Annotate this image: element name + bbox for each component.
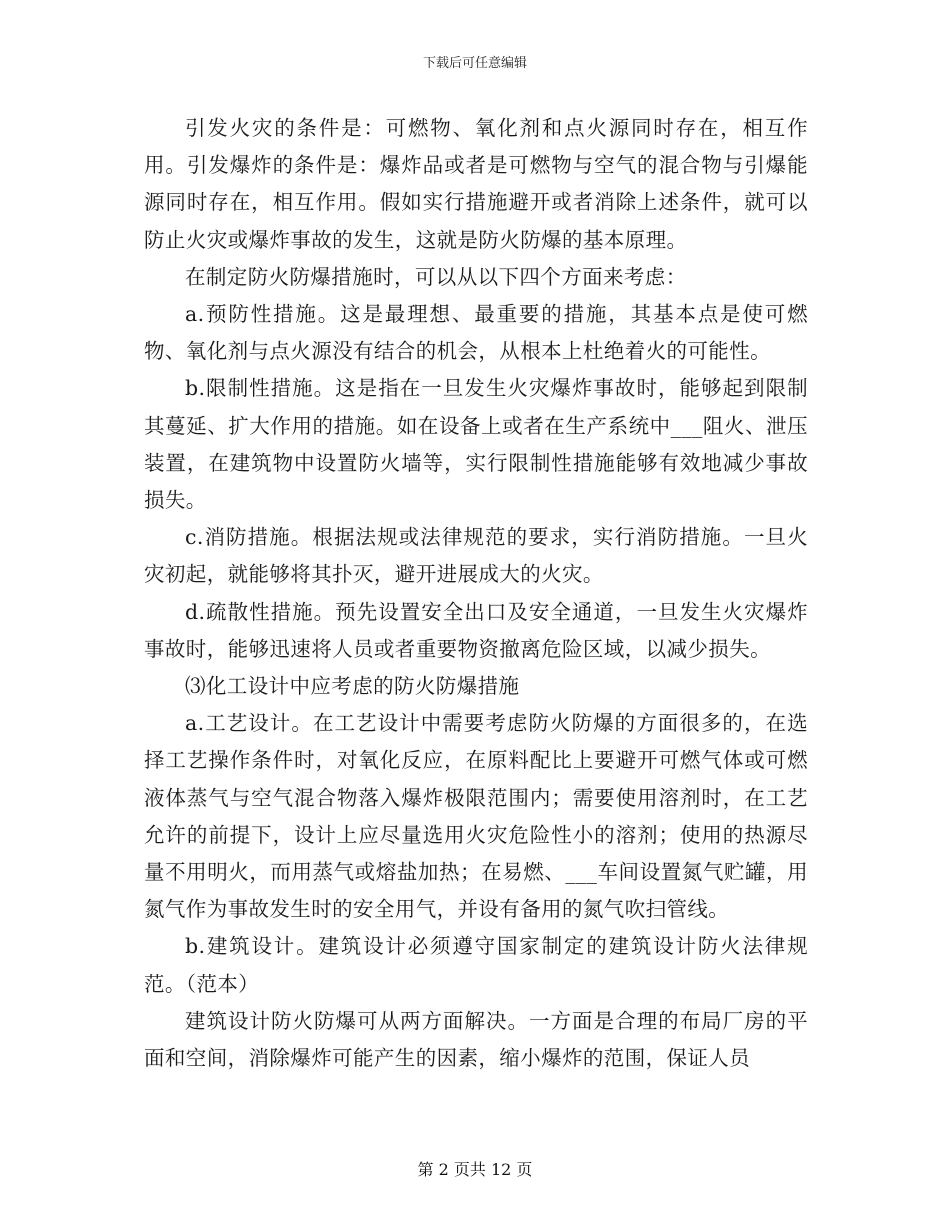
paragraph-four-aspects: 在制定防火防爆措施时，可以从以下四个方面来考虑：: [185, 264, 687, 289]
paragraph-firefighting-measures: c.消防措施。根据法规或法律规范的要求，实行消防措施。一旦火灾初起，就能够将其扑灭，避开进展成大的火灾。: [144, 525, 808, 587]
paragraph-building-design: b.建筑设计。建筑设计必须遵守国家制定的建筑设计防火法律规范。（范本）: [144, 934, 808, 996]
paragraph-preventive-measures: a.预防性措施。这是最理想、最重要的措施，其基本点是使可燃物、氧化剂与点火源没有结合的机会，从根本上杜绝着火的可能性。: [144, 302, 808, 364]
paragraph-evacuation-measures: d.疏散性措施。预先设置安全出口及安全通道，一旦发生火灾爆炸事故时，能够迅速将人员或者重要物资撤离危险区域，以减少损失。: [144, 599, 808, 661]
paragraph-building-design-detail: 建筑设计防火防爆可从两方面解决。一方面是合理的布局厂房的平面和空间，消除爆炸可能产生的因素，缩小爆炸的范围，保证人员: [144, 1008, 808, 1071]
paragraph-process-design: a.工艺设计。在工艺设计中需要考虑防火防爆的方面很多的，在选择工艺操作条件时，对氧化反应，在原料配比上要避开可燃气体或可燃液体蒸气与空气混合物落入爆炸极限范围内；需要使用溶剂时，在工艺允许的前提下，设计上应尽量选用火灾危险性小的溶剂；使用的热源尽量不用明火，而用蒸气或熔盐加热；在易燃、___车间设置氮气贮罐，用氮气作为事故发生时的安全用气，并设有备用的氮气吹扫管线。: [144, 711, 808, 922]
page-footer: 第 2 页共 12 页: [417, 1160, 533, 1179]
paragraph-limiting-measures: b.限制性措施。这是指在一旦发生火灾爆炸事故时，能够起到限制其蔓延、扩大作用的措施。如在设备上或者在生产系统中___阻火、泄压装置，在建筑物中设置防火墙等，实行限制性措施能够有效地减少事故损失。: [144, 376, 808, 513]
page-header: 下载后可任意编辑: [422, 56, 527, 71]
paragraph-fire-explosion-conditions: 引发火灾的条件是：可燃物、氧化剂和点火源同时存在，相互作用。引发爆炸的条件是：爆炸品或者是可燃物与空气的混合物与引爆能源同时存在，相互作用。假如实行措施避开或者消除上述条件，就可以防止火灾或爆炸事故的发生，这就是防火防爆的基本原理。: [144, 116, 808, 252]
section-heading-chemical-design: ⑶化工设计中应考虑的防火防爆措施: [185, 674, 520, 699]
document-body: [144, 110, 808, 1077]
